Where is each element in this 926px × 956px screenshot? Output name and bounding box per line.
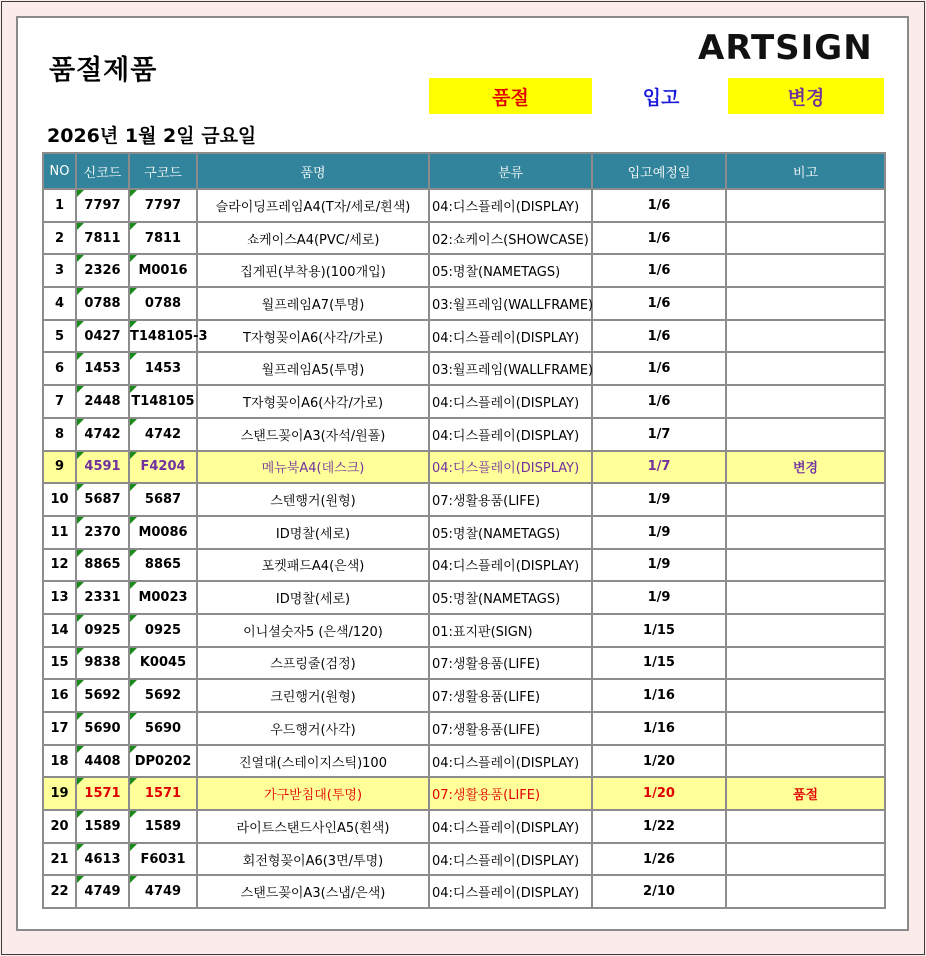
cell-old-code[interactable]: 5692: [129, 679, 197, 712]
cell-old-code[interactable]: K0045: [129, 647, 197, 680]
cell-name[interactable]: 슬라이딩프레임A4(T자/세로/흰색): [197, 189, 429, 222]
cell-restock-date[interactable]: 1/6: [592, 189, 726, 222]
cell-restock-date[interactable]: 1/9: [592, 549, 726, 582]
cell-note[interactable]: [726, 385, 885, 418]
cell-note[interactable]: [726, 189, 885, 222]
cell-no[interactable]: 22: [43, 875, 76, 908]
col-header-old-code: 구코드: [129, 153, 197, 189]
cell-old-code[interactable]: 1589: [129, 810, 197, 843]
cell-no[interactable]: 1: [43, 189, 76, 222]
cell-note[interactable]: [726, 254, 885, 287]
cell-note[interactable]: [726, 287, 885, 320]
cell-new-code[interactable]: 2370: [76, 516, 129, 549]
cell-no[interactable]: 19: [43, 777, 76, 810]
col-header-category: 분류: [429, 153, 592, 189]
cell-old-code[interactable]: T148105-3: [129, 320, 197, 353]
cell-name[interactable]: ID명찰(세로): [197, 581, 429, 614]
cell-category[interactable]: 03:월프레임(WALLFRAME): [429, 352, 592, 385]
cell-note[interactable]: [726, 516, 885, 549]
cell-new-code[interactable]: 5692: [76, 679, 129, 712]
cell-note[interactable]: [726, 483, 885, 516]
cell-old-code[interactable]: 1453: [129, 352, 197, 385]
cell-old-code[interactable]: 8865: [129, 549, 197, 582]
cell-no[interactable]: 21: [43, 843, 76, 876]
cell-new-code[interactable]: 4613: [76, 843, 129, 876]
table-row[interactable]: [43, 777, 885, 810]
cell-category[interactable]: 04:디스플레이(DISPLAY): [429, 810, 592, 843]
cell-note[interactable]: [726, 810, 885, 843]
cell-old-code[interactable]: 7811: [129, 222, 197, 255]
cell-new-code[interactable]: 5690: [76, 712, 129, 745]
table-row[interactable]: [43, 451, 885, 484]
cell-no[interactable]: 5: [43, 320, 76, 353]
cell-restock-date[interactable]: 1/7: [592, 418, 726, 451]
cell-restock-date[interactable]: 1/6: [592, 287, 726, 320]
cell-name[interactable]: 라이트스탠드사인A5(흰색): [197, 810, 429, 843]
cell-new-code[interactable]: 1571: [76, 777, 129, 810]
table-row[interactable]: [43, 843, 885, 876]
table-row[interactable]: [43, 189, 885, 222]
cell-no[interactable]: 10: [43, 483, 76, 516]
cell-note[interactable]: [726, 843, 885, 876]
table-row[interactable]: [43, 516, 885, 549]
brand-logo: ARTSIGN: [698, 28, 873, 68]
cell-name[interactable]: 스프링줄(검정): [197, 647, 429, 680]
table-row[interactable]: [43, 254, 885, 287]
cell-new-code[interactable]: 2448: [76, 385, 129, 418]
cell-name[interactable]: 쇼케이스A4(PVC/세로): [197, 222, 429, 255]
table-row[interactable]: [43, 385, 885, 418]
cell-category[interactable]: 04:디스플레이(DISPLAY): [429, 745, 592, 778]
cell-note[interactable]: [726, 320, 885, 353]
cell-old-code[interactable]: 1571: [129, 777, 197, 810]
cell-new-code[interactable]: 4749: [76, 875, 129, 908]
cell-name[interactable]: 이니셜숫자5 (은색/120): [197, 614, 429, 647]
cell-restock-date[interactable]: 1/15: [592, 614, 726, 647]
cell-category[interactable]: 04:디스플레이(DISPLAY): [429, 875, 592, 908]
cell-restock-date[interactable]: 1/16: [592, 679, 726, 712]
cell-restock-date[interactable]: 1/9: [592, 483, 726, 516]
cell-old-code[interactable]: 7797: [129, 189, 197, 222]
cell-note[interactable]: [726, 581, 885, 614]
cell-note[interactable]: [726, 614, 885, 647]
cell-name[interactable]: 메뉴북A4(데스크): [197, 451, 429, 484]
cell-restock-date[interactable]: 1/20: [592, 777, 726, 810]
cell-old-code[interactable]: 5690: [129, 712, 197, 745]
cell-name[interactable]: ID명찰(세로): [197, 516, 429, 549]
cell-note[interactable]: [726, 875, 885, 908]
cell-no[interactable]: 20: [43, 810, 76, 843]
cell-name[interactable]: 월프레임A5(투명): [197, 352, 429, 385]
cell-old-code[interactable]: T148105: [129, 385, 197, 418]
cell-note[interactable]: [726, 679, 885, 712]
cell-old-code[interactable]: F6031: [129, 843, 197, 876]
cell-no[interactable]: 12: [43, 549, 76, 582]
cell-name[interactable]: 가구받침대(투명): [197, 777, 429, 810]
table-row[interactable]: [43, 745, 885, 778]
cell-note[interactable]: [726, 712, 885, 745]
cell-new-code[interactable]: 0427: [76, 320, 129, 353]
cell-old-code[interactable]: 0925: [129, 614, 197, 647]
cell-category[interactable]: 07:생활용품(LIFE): [429, 647, 592, 680]
cell-note[interactable]: [726, 647, 885, 680]
cell-new-code[interactable]: 7811: [76, 222, 129, 255]
table-header-row: [43, 153, 885, 189]
cell-no[interactable]: 6: [43, 352, 76, 385]
table-row[interactable]: [43, 581, 885, 614]
cell-name[interactable]: 우드행거(사각): [197, 712, 429, 745]
table-row[interactable]: [43, 614, 885, 647]
cell-no[interactable]: 7: [43, 385, 76, 418]
cell-restock-date[interactable]: 1/6: [592, 352, 726, 385]
cell-restock-date[interactable]: 1/9: [592, 516, 726, 549]
cell-category[interactable]: 07:생활용품(LIFE): [429, 712, 592, 745]
legend-changed: 변경: [728, 78, 884, 114]
cell-name[interactable]: 포켓패드A4(은색): [197, 549, 429, 582]
cell-no[interactable]: 9: [43, 451, 76, 484]
page-title: 품절제품: [49, 55, 158, 86]
cell-name[interactable]: 스텐행거(원형): [197, 483, 429, 516]
cell-restock-date[interactable]: 1/6: [592, 385, 726, 418]
table-row[interactable]: [43, 483, 885, 516]
cell-category[interactable]: 02:쇼케이스(SHOWCASE): [429, 222, 592, 255]
cell-category[interactable]: 04:디스플레이(DISPLAY): [429, 189, 592, 222]
report-date: 2026년 1월 2일 금요일: [47, 125, 257, 147]
cell-new-code[interactable]: 8865: [76, 549, 129, 582]
cell-restock-date[interactable]: 1/6: [592, 254, 726, 287]
cell-new-code[interactable]: 4591: [76, 451, 129, 484]
table-row[interactable]: [43, 320, 885, 353]
cell-old-code[interactable]: 4742: [129, 418, 197, 451]
table-row[interactable]: [43, 352, 885, 385]
cell-no[interactable]: 15: [43, 647, 76, 680]
cell-new-code[interactable]: 4408: [76, 745, 129, 778]
table-row[interactable]: [43, 287, 885, 320]
cell-restock-date[interactable]: 1/22: [592, 810, 726, 843]
cell-category[interactable]: 04:디스플레이(DISPLAY): [429, 451, 592, 484]
cell-name[interactable]: 스탠드꽂이A3(스냅/은색): [197, 875, 429, 908]
cell-restock-date[interactable]: 1/16: [592, 712, 726, 745]
cell-note[interactable]: 변경: [726, 451, 885, 484]
cell-new-code[interactable]: 1453: [76, 352, 129, 385]
cell-restock-date[interactable]: 1/7: [592, 451, 726, 484]
cell-category[interactable]: 04:디스플레이(DISPLAY): [429, 843, 592, 876]
cell-old-code[interactable]: M0086: [129, 516, 197, 549]
col-header-restock-date: 입고예정일: [592, 153, 726, 189]
table-row[interactable]: [43, 875, 885, 908]
cell-note[interactable]: [726, 549, 885, 582]
cell-note[interactable]: [726, 222, 885, 255]
cell-name[interactable]: 크린행거(원형): [197, 679, 429, 712]
cell-restock-date[interactable]: 1/6: [592, 320, 726, 353]
cell-old-code[interactable]: 4749: [129, 875, 197, 908]
col-header-note: 비고: [726, 153, 885, 189]
cell-category[interactable]: 04:디스플레이(DISPLAY): [429, 549, 592, 582]
cell-restock-date[interactable]: 1/26: [592, 843, 726, 876]
cell-name[interactable]: 회전형꽂이A6(3면/투명): [197, 843, 429, 876]
cell-name[interactable]: 스탠드꽂이A3(자석/원폴): [197, 418, 429, 451]
table-row[interactable]: [43, 222, 885, 255]
cell-no[interactable]: 18: [43, 745, 76, 778]
cell-new-code[interactable]: 9838: [76, 647, 129, 680]
table-row[interactable]: [43, 679, 885, 712]
soldout-table: [42, 152, 886, 909]
cell-restock-date[interactable]: 2/10: [592, 875, 726, 908]
cell-category[interactable]: 07:생활용품(LIFE): [429, 679, 592, 712]
cell-name[interactable]: 집게핀(부착용)(100개입): [197, 254, 429, 287]
legend-soldout: 품절: [429, 78, 592, 114]
cell-category[interactable]: 07:생활용품(LIFE): [429, 777, 592, 810]
cell-name[interactable]: T자형꽂이A6(사각/가로): [197, 385, 429, 418]
cell-category[interactable]: 04:디스플레이(DISPLAY): [429, 385, 592, 418]
col-header-name: 품명: [197, 153, 429, 189]
cell-old-code[interactable]: 0788: [129, 287, 197, 320]
cell-no[interactable]: 8: [43, 418, 76, 451]
table-row[interactable]: [43, 549, 885, 582]
cell-no[interactable]: 16: [43, 679, 76, 712]
table-row[interactable]: [43, 712, 885, 745]
cell-new-code[interactable]: 5687: [76, 483, 129, 516]
cell-no[interactable]: 4: [43, 287, 76, 320]
cell-old-code[interactable]: M0016: [129, 254, 197, 287]
legend-restock: 입고: [642, 86, 680, 109]
cell-restock-date[interactable]: 1/6: [592, 222, 726, 255]
cell-restock-date[interactable]: 1/9: [592, 581, 726, 614]
cell-new-code[interactable]: 1589: [76, 810, 129, 843]
cell-category[interactable]: 04:디스플레이(DISPLAY): [429, 320, 592, 353]
col-header-new-code: 신코드: [76, 153, 129, 189]
cell-category[interactable]: 03:월프레임(WALLFRAME): [429, 287, 592, 320]
cell-old-code[interactable]: F4204: [129, 451, 197, 484]
cell-no[interactable]: 11: [43, 516, 76, 549]
cell-no[interactable]: 3: [43, 254, 76, 287]
cell-restock-date[interactable]: 1/20: [592, 745, 726, 778]
cell-note[interactable]: [726, 745, 885, 778]
cell-old-code[interactable]: DP0202: [129, 745, 197, 778]
cell-new-code[interactable]: 4742: [76, 418, 129, 451]
cell-old-code[interactable]: M0023: [129, 581, 197, 614]
col-header-no: NO: [43, 153, 76, 189]
table-row[interactable]: [43, 810, 885, 843]
cell-name[interactable]: 진열대(스테이지스틱)100: [197, 745, 429, 778]
cell-old-code[interactable]: 5687: [129, 483, 197, 516]
cell-category[interactable]: 05:명찰(NAMETAGS): [429, 516, 592, 549]
table-row[interactable]: [43, 647, 885, 680]
cell-category[interactable]: 07:생활용품(LIFE): [429, 483, 592, 516]
cell-no[interactable]: 17: [43, 712, 76, 745]
cell-new-code[interactable]: 0925: [76, 614, 129, 647]
cell-name[interactable]: T자형꽂이A6(사각/가로): [197, 320, 429, 353]
table-row[interactable]: [43, 418, 885, 451]
cell-note[interactable]: [726, 418, 885, 451]
cell-category[interactable]: 05:명찰(NAMETAGS): [429, 581, 592, 614]
cell-category[interactable]: 05:명찰(NAMETAGS): [429, 254, 592, 287]
cell-new-code[interactable]: 0788: [76, 287, 129, 320]
cell-new-code[interactable]: 2331: [76, 581, 129, 614]
document-sheet: [16, 16, 909, 931]
cell-no[interactable]: 14: [43, 614, 76, 647]
cell-no[interactable]: 13: [43, 581, 76, 614]
cell-note[interactable]: 품절: [726, 777, 885, 810]
cell-no[interactable]: 2: [43, 222, 76, 255]
cell-new-code[interactable]: 7797: [76, 189, 129, 222]
cell-category[interactable]: 04:디스플레이(DISPLAY): [429, 418, 592, 451]
cell-restock-date[interactable]: 1/15: [592, 647, 726, 680]
cell-category[interactable]: 01:표지판(SIGN): [429, 614, 592, 647]
cell-name[interactable]: 월프레임A7(투명): [197, 287, 429, 320]
cell-note[interactable]: [726, 352, 885, 385]
cell-new-code[interactable]: 2326: [76, 254, 129, 287]
